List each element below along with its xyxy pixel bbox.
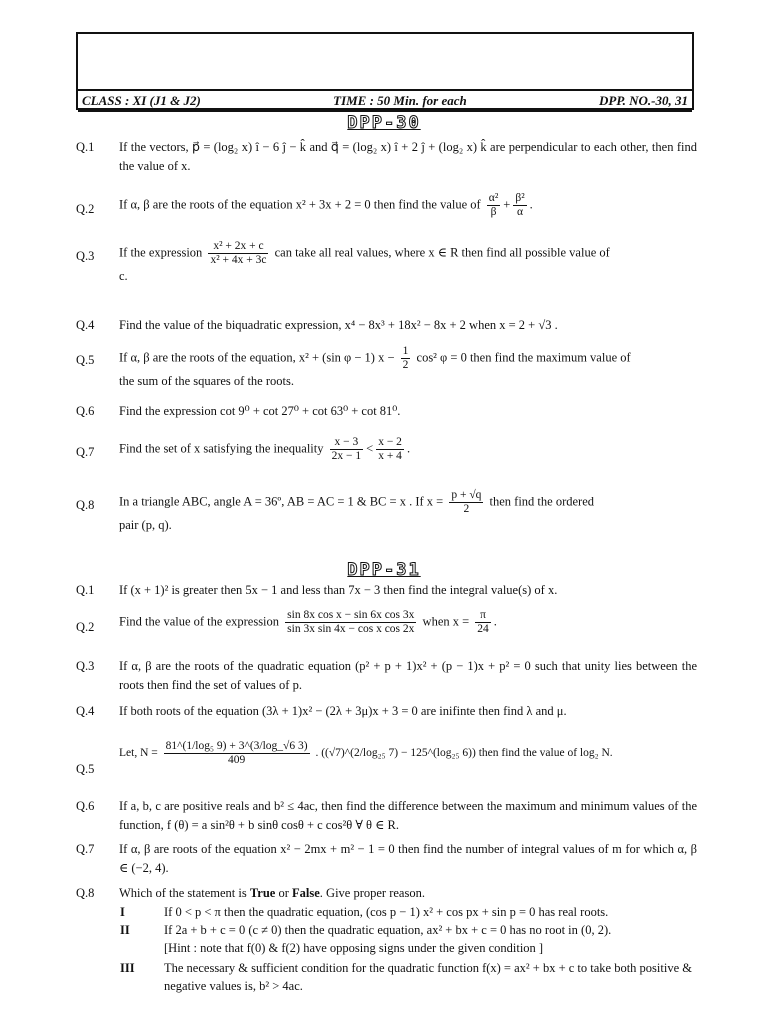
question-text: Find the expression cot 9⁰ + cot 27⁰ + cot 63⁰ + cot 81⁰. <box>119 404 401 418</box>
denominator: β <box>490 206 497 218</box>
question-number: Q.7 <box>76 842 95 856</box>
subpart-text: The necessary & sufficient condition for the quadratic function f(x) = ax² + bx + c to take both positive & negative values is, b² > 4ac. <box>164 961 692 993</box>
question-number: Q.2 <box>76 202 95 216</box>
question-text <box>119 884 697 903</box>
fraction <box>208 240 268 267</box>
question-text: If a, b, c are positive reals and b² ≤ 4ac, then find the difference between the maximum and minimum values of the function, f (θ) = a sin²θ + b sinθ cosθ + c cos²θ ∀ θ ∈ R. <box>119 799 697 832</box>
question-text: If α, β are the roots of the equation x² + 3x + 2 = 0 then find the value of $\frac{\text{α²}}{\beta}$ + $\frac{\text{β²}}{\alpha}$ . <box>119 192 533 218</box>
denominator: 24 <box>477 623 489 635</box>
header-box <box>76 32 694 110</box>
question-number: Q.1 <box>76 140 95 154</box>
fraction <box>376 436 404 463</box>
bold-false: False <box>292 886 320 900</box>
question-text-part: then find the ordered <box>489 494 594 509</box>
denominator: sin 3x sin 4x − cos x cos 2x <box>287 623 415 635</box>
question-text: If α, β are roots of the equation x² − 2mx + m² − 1 = 0 then find the number of integral values of m for which α, β ∈ (−2, 4). <box>119 842 697 875</box>
question-text-part: In a triangle ABC, angle A = 36º, AB = AC = 1 & BC = x . If x = <box>119 494 444 509</box>
dpp-number-label: DPP. NO.-30, 31 <box>599 92 688 108</box>
numerator: p + √q <box>451 489 482 501</box>
dpp30-title: DPP-30 <box>347 113 421 133</box>
question-text <box>119 345 697 391</box>
fraction <box>285 609 416 636</box>
numerator: 1 <box>402 345 409 357</box>
subpart-label: III <box>120 961 135 975</box>
question-text: Find the set of x satisfying the inequality $\frac{x - 3}{2x - 1}$ < $\frac{x - 2}{x + 4}$ . <box>119 436 411 462</box>
numerator: 81^(1/log₅ 9) + 3^(3/log_√6 3) <box>165 740 308 752</box>
question-number: Q.1 <box>76 583 95 597</box>
class-bar <box>78 89 692 112</box>
question-text-part: If α, β are the roots of the equation, x² + (sin φ − 1) x − <box>119 350 395 365</box>
fraction <box>487 192 500 219</box>
numerator: β² <box>515 192 525 204</box>
denominator: 2x − 1 <box>331 450 362 462</box>
question-text-part: . Give proper reason. <box>319 886 425 900</box>
numerator: x² + 2x + c <box>208 240 268 254</box>
question-text: If the vectors, p⃗ = (log₂ x) î − 6 ĵ − k̂ and q⃗ = (log₂ x) î + 2 ĵ + (log₂ x) k̂ are perpendicular to each other, then find the value of x. <box>119 140 697 173</box>
question-number: Q.5 <box>76 762 95 776</box>
numerator: α² <box>488 192 499 204</box>
time-label: TIME : 50 Min. for each <box>333 92 467 108</box>
question-text <box>119 489 697 535</box>
numerator: π <box>475 609 491 623</box>
question-text-part: pair (p, q). <box>119 518 172 532</box>
question-number: Q.3 <box>76 249 95 263</box>
fraction <box>401 345 411 372</box>
question-text: Find the value of the expression $\frac{\text{sin 8x cos x − sin 6x cos 3x}}{\text{sin 3x sin 4x − cos x cos 2x}}$ when x = $\frac{\pi}{24}$ . <box>119 609 497 635</box>
question-number: Q.5 <box>76 353 95 367</box>
question-number: Q.6 <box>76 799 95 813</box>
dpp31-title: DPP-31 <box>347 560 421 580</box>
question-text <box>119 740 697 767</box>
question-text-part: can take all real values, where x ∈ R then find all possible value of <box>274 245 610 260</box>
class-label: CLASS : XI (J1 & J2) <box>82 92 201 108</box>
bold-true: True <box>249 886 276 900</box>
subpart-label: II <box>120 923 130 937</box>
denominator: 2 <box>402 359 409 371</box>
question-number: Q.6 <box>76 404 95 418</box>
question-number: Q.4 <box>76 318 95 332</box>
question-text: If (x + 1)² is greater then 5x − 1 and less than 7x − 3 then find the integral value(s) of x. <box>119 583 558 597</box>
denominator: 409 <box>227 754 246 766</box>
question-number: Q.7 <box>76 445 95 459</box>
denominator: x + 4 <box>378 450 402 462</box>
question-text-part: Which of the statement is <box>119 886 247 900</box>
question-text-part: If α, β are the roots of the equation x² + 3x + 2 = 0 then find the value of <box>119 197 481 212</box>
question-text-part: . ((√7)^(2/log₂₅ 7) − 125^(log₂₅ 6)) <box>315 747 476 760</box>
question-text: If both roots of the equation (3λ + 1)x² − (2λ + 3μ)x + 3 = 0 are inifinte then find λ and μ. <box>119 704 567 718</box>
question-text-part: Find the value of the expression <box>119 614 280 629</box>
question-text-part: then find the value of log₂ N. <box>478 747 613 760</box>
subpart-text: If 0 < p < π then the quadratic equation, (cos p − 1) x² + cos px + sin p = 0 has real roots. <box>164 905 609 919</box>
question-number: Q.4 <box>76 704 95 718</box>
question-text <box>119 240 697 286</box>
question-text-part: c. <box>119 269 128 283</box>
subpart-item <box>120 921 698 957</box>
fraction <box>449 489 483 516</box>
question-text: Find the value of the biquadratic expression, x⁴ − 8x³ + 18x² − 8x + 2 when x = 2 + √3 . <box>119 318 558 332</box>
fraction <box>164 740 310 767</box>
question-number: Q.8 <box>76 886 95 900</box>
subpart-label: I <box>120 905 125 919</box>
question-number: Q.8 <box>76 498 95 512</box>
subpart-item <box>120 903 698 921</box>
denominator: 2 <box>463 503 470 515</box>
fraction <box>513 192 526 219</box>
question-text-part: the sum of the squares of the roots. <box>119 374 294 388</box>
numerator: sin 8x cos x − sin 6x cos 3x <box>287 609 415 621</box>
numerator: x − 3 <box>330 436 364 450</box>
question-text-part: If the expression <box>119 245 203 260</box>
denominator: α <box>516 206 524 218</box>
question-number: Q.2 <box>76 620 95 634</box>
subpart-text: If 2a + b + c = 0 (c ≠ 0) then the quadratic equation, ax² + bx + c = 0 has no root in (0, 2). <box>164 923 612 937</box>
question-text-part: or <box>278 886 289 900</box>
question-text-part: Let, N = <box>119 747 158 760</box>
fraction <box>330 436 364 463</box>
subpart-hint: [Hint : note that f(0) & f(2) have opposing signs under the given condition ] <box>164 941 544 955</box>
question-text-part: cos² φ = 0 then find the maximum value of <box>416 350 631 365</box>
denominator: x² + 4x + 3c <box>210 254 267 266</box>
subpart-item <box>120 959 698 995</box>
fraction <box>475 609 491 636</box>
question-number: Q.3 <box>76 659 95 673</box>
numerator: x − 2 <box>378 436 402 448</box>
question-text: If α, β are the roots of the quadratic equation (p² + p + 1)x² + (p − 1)x + p² = 0 such that unity lies between the roots then find the set of values of p. <box>119 659 697 692</box>
question-text-part: when x = <box>422 614 470 629</box>
question-text-part: Find the set of x satisfying the inequality <box>119 441 324 456</box>
